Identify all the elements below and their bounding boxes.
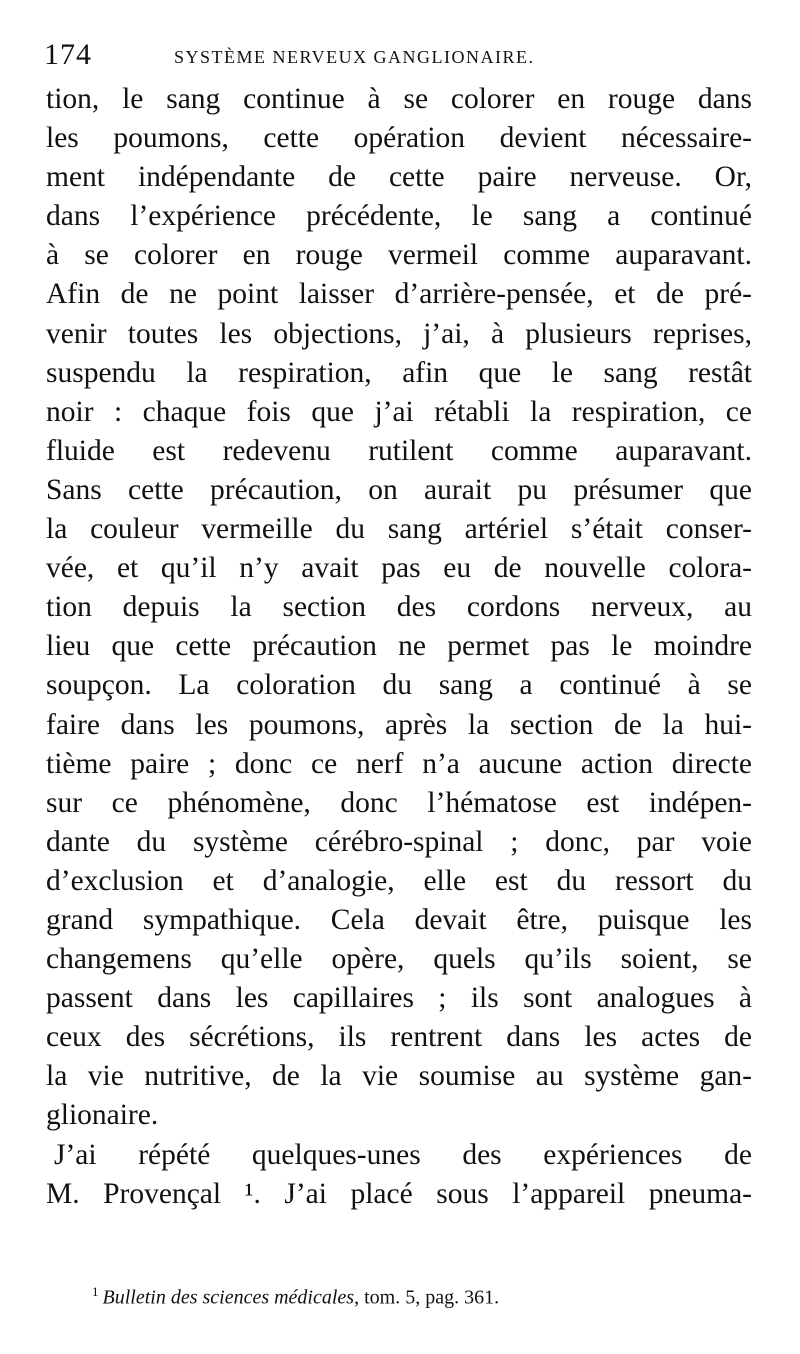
- text-line: lieu que cette précaution ne permet pas le moindre: [46, 630, 752, 663]
- text-line: d’exclusion et d’analogie, elle est du ressort du: [46, 864, 752, 897]
- text-line: grand sympathique. Cela devait être, puisque les: [46, 903, 752, 936]
- text-line: dante du système cérébro-spinal ; donc, par voie: [46, 825, 752, 858]
- footnote-source: Bulletin des sciences médicales: [102, 1286, 355, 1309]
- running-head: SYSTÈME NERVEUX GANGLIONAIRE.: [174, 47, 535, 67]
- page-header: [44, 38, 764, 78]
- text-line: tion depuis la section des cordons nerveux, au: [46, 591, 752, 624]
- text-line: dans l’expérience précédente, le sang a continué: [46, 200, 752, 233]
- text-line: la vie nutritive, de la vie soumise au système gan-: [46, 1060, 752, 1093]
- text-line: glionaire.: [46, 1099, 159, 1132]
- paragraph-first-line: J’ai répété quelques-unes des expériences de: [54, 1138, 752, 1171]
- text-line: ment indépendante de cette paire nerveuse. Or,: [46, 161, 752, 194]
- footnote: [92, 1284, 499, 1310]
- text-line: les poumons, cette opération devient nécessaire-: [46, 122, 752, 155]
- text-line: soupçon. La coloration du sang a continué à se: [46, 669, 752, 702]
- text-line: tième paire ; donc ce nerf n’a aucune action directe: [46, 747, 752, 780]
- text-line: sur ce phénomène, donc l’hématose est indépen-: [46, 786, 752, 819]
- text-line: venir toutes les objections, j’ai, à plusieurs reprises,: [46, 317, 752, 350]
- body-text: [46, 80, 752, 1214]
- text-line: passent dans les capillaires ; ils sont analogues à: [46, 982, 752, 1015]
- text-line: vée, et qu’il n’y avait pas eu de nouvelle colora-: [46, 552, 752, 585]
- text-line: Afin de ne point laisser d’arrière-pensée, et de pré-: [46, 278, 752, 311]
- text-line: fluide est redevenu rutilent comme auparavant.: [46, 434, 752, 467]
- footnote-marker: 1: [92, 1284, 99, 1299]
- text-line: tion, le sang continue à se colorer en rouge dans: [46, 83, 752, 115]
- text-line: suspendu la respiration, afin que le sang restât: [46, 356, 752, 389]
- text-line: Sans cette précaution, on aurait pu présumer que: [46, 473, 752, 506]
- text-line: faire dans les poumons, après la section de la hui-: [46, 708, 752, 741]
- text-line: à se colorer en rouge vermeil comme auparavant.: [46, 239, 752, 272]
- text-line: la couleur vermeille du sang artériel s’était conser-: [46, 513, 752, 546]
- text-line: ceux des sécrétions, ils rentrent dans les actes de: [46, 1021, 752, 1054]
- text-line: changemens qu’elle opère, quels qu’ils soient, se: [46, 943, 752, 976]
- footnote-reference: , tom. 5, pag. 361.: [354, 1286, 500, 1309]
- text-line: M. Provençal ¹. J’ai placé sous l’appareil pneuma-: [46, 1177, 752, 1210]
- page-number: 174: [44, 38, 92, 71]
- text-line: noir : chaque fois que j’ai rétabli la respiration, ce: [46, 395, 752, 428]
